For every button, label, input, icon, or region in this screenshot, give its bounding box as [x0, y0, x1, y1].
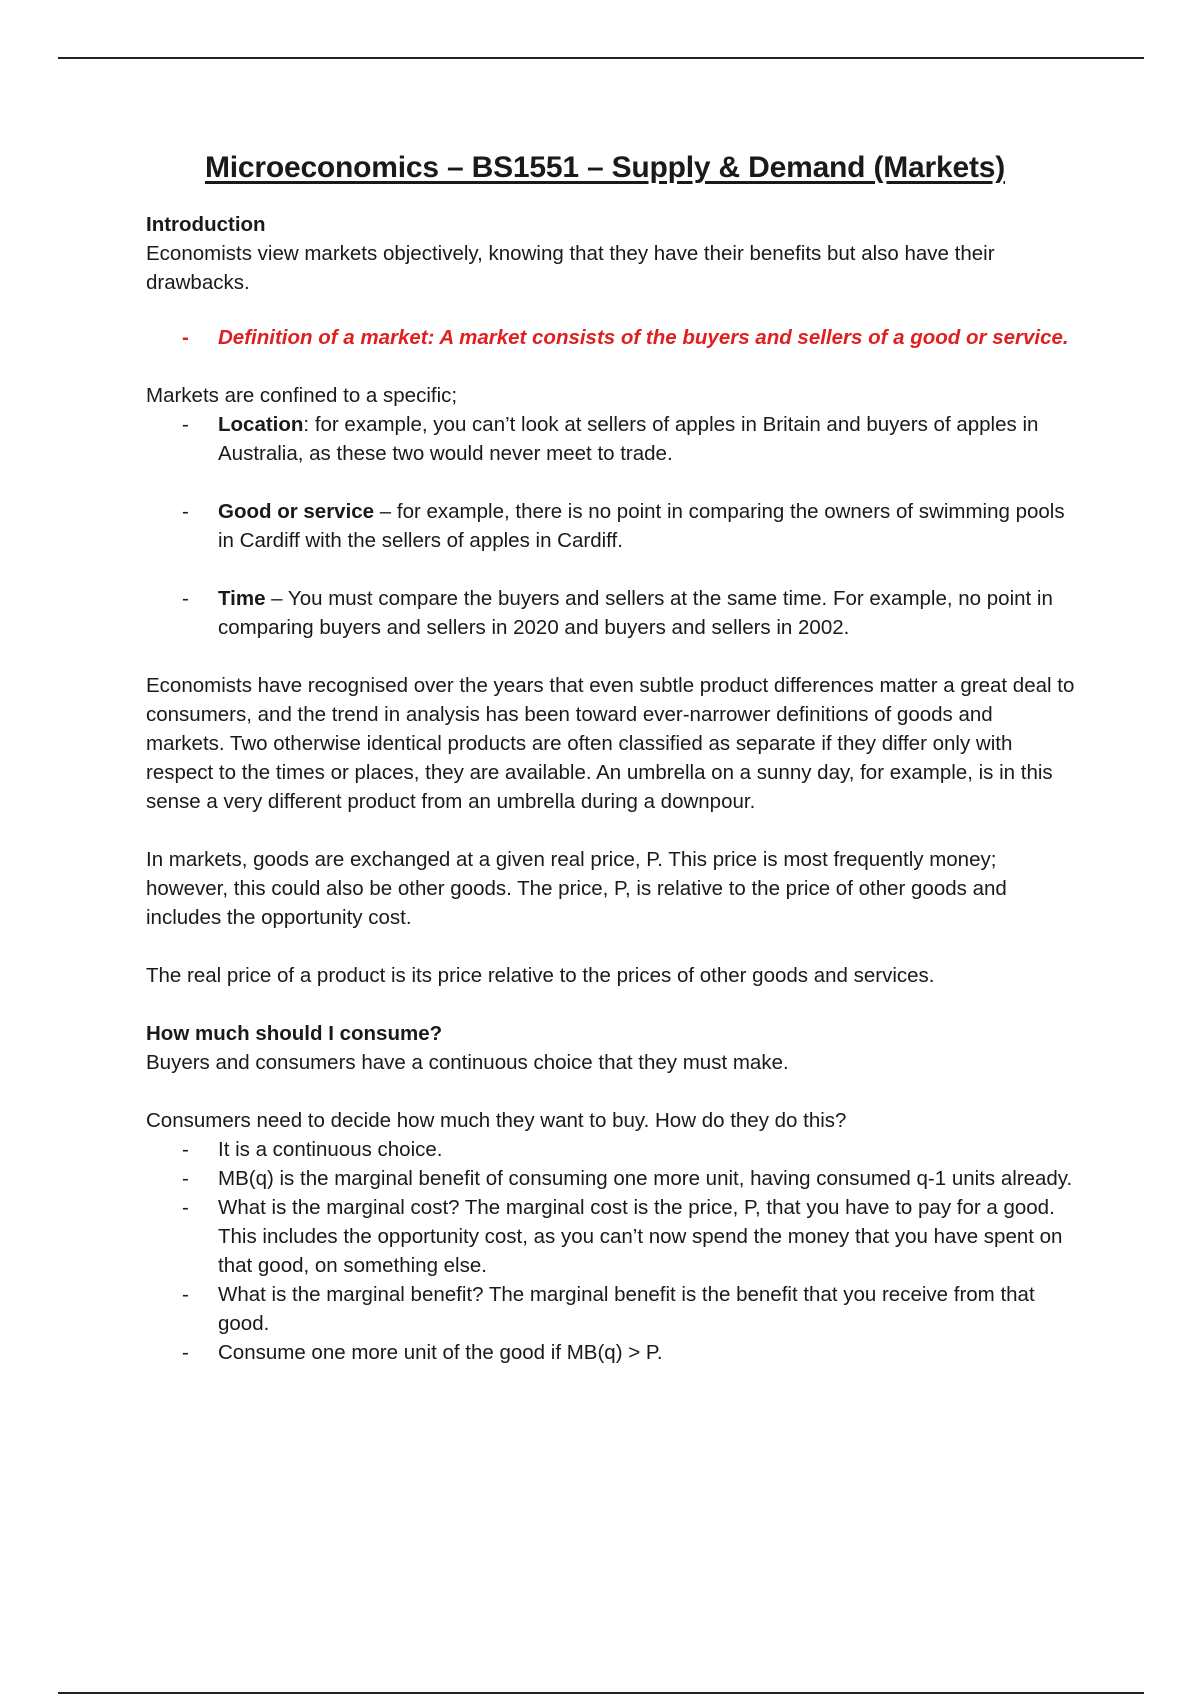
dash-bullet: -	[182, 587, 189, 610]
definition-item	[146, 323, 1076, 352]
dash-bullet: -	[182, 500, 189, 523]
dash-bullet: -	[182, 1341, 189, 1364]
list-item-term: Good or service	[218, 500, 375, 523]
dash-bullet: -	[182, 413, 189, 436]
list-item-text: – You must compare the buyers and sellers at the same time. For example, no point in comparing buyers and sellers in 2020 and buyers and sellers in 2002.	[218, 587, 1053, 639]
bottom-rule	[58, 1692, 1144, 1694]
intro-text: Economists view markets objectively, knowing that they have their benefits but also have their drawbacks.	[146, 242, 995, 294]
list-item	[146, 1164, 1076, 1193]
consume-list	[146, 1135, 1076, 1367]
dash-bullet: -	[182, 1167, 189, 1190]
list-item-text: It is a continuous choice.	[218, 1138, 443, 1161]
consume-lead: Consumers need to decide how much they want to buy. How do they do this?	[146, 1109, 847, 1132]
list-item-text: What is the marginal benefit? The marginal benefit is the benefit that you receive from that good.	[218, 1283, 1035, 1335]
list-item-term: Time	[218, 587, 266, 610]
list-item-text: Consume one more unit of the good if MB(q) > P.	[218, 1341, 663, 1364]
list-item	[146, 1338, 1076, 1367]
list-item	[146, 1135, 1076, 1164]
list-item-text: MB(q) is the marginal benefit of consuming one more unit, having consumed q-1 units already.	[218, 1167, 1073, 1190]
dash-bullet: -	[182, 1283, 189, 1306]
list-item-text: : for example, you can’t look at sellers of apples in Britain and buyers of apples in Australia, as these two would never meet to trade.	[218, 413, 1039, 465]
list-item-text: – for example, there is no point in comparing the owners of swimming pools in Cardiff with the sellers of apples in Cardiff.	[218, 500, 1065, 552]
definition-list	[146, 323, 1076, 352]
confined-list	[146, 410, 1076, 642]
dash-bullet: -	[182, 1196, 189, 1219]
list-item	[146, 497, 1076, 555]
list-item-text: What is the marginal cost? The marginal cost is the price, P, that you have to pay for a good. This includes the opportunity cost, as you can’t now spend the money that you have spent on that good, on something else.	[218, 1196, 1063, 1277]
list-item	[146, 1193, 1076, 1280]
confined-lead: Markets are confined to a specific;	[146, 384, 458, 407]
paragraph-real-price-definition: The real price of a product is its price relative to the prices of other goods and services.	[146, 964, 935, 987]
page-title: Microeconomics – BS1551 – Supply & Demand (Markets)	[204, 151, 1006, 184]
definition-text: Definition of a market: A market consists of the buyers and sellers of a good or service.	[218, 326, 1069, 349]
top-rule	[58, 57, 1144, 59]
list-item	[146, 410, 1076, 468]
document-body	[146, 148, 1076, 1367]
list-item	[146, 584, 1076, 642]
list-item-term: Location	[218, 413, 304, 436]
dash-bullet: -	[182, 326, 189, 349]
paragraph-real-price: In markets, goods are exchanged at a given real price, P. This price is most frequently money; however, this could also be other goods. The price, P, is relative to the price of other goods and includes the opportunity cost.	[146, 848, 1007, 929]
list-item	[146, 1280, 1076, 1338]
consume-text: Buyers and consumers have a continuous choice that they must make.	[146, 1051, 789, 1074]
paragraph-product-differences: Economists have recognised over the years that even subtle product differences matter a great deal to consumers, and the trend in analysis has been toward ever-narrower definitions of goods and markets. Two otherwise identical products are often classified as separate if they differ only with respect to the times or places, they are available. An umbrella on a sunny day, for example, is in this sense a very different product from an umbrella during a downpour.	[146, 674, 1075, 813]
intro-heading: Introduction	[146, 213, 266, 236]
consume-heading: How much should I consume?	[146, 1022, 443, 1045]
dash-bullet: -	[182, 1138, 189, 1161]
